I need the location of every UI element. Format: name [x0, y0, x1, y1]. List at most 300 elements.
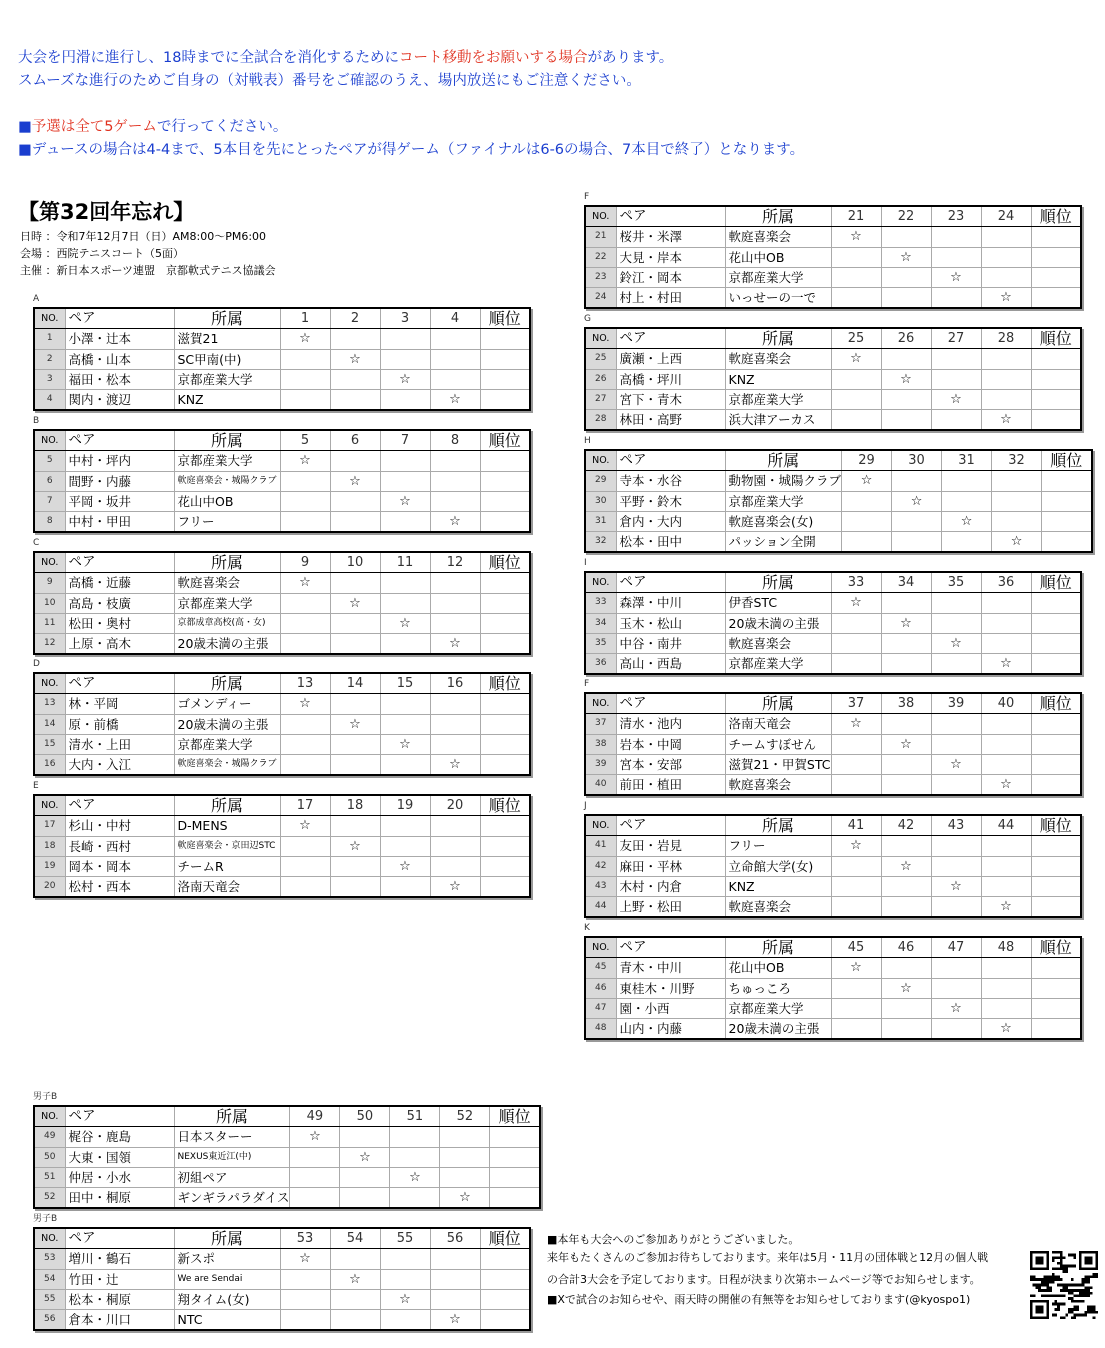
- row-pair: 鈴江・岡本: [616, 267, 725, 287]
- row-rank: [480, 573, 530, 593]
- row-no: 56: [34, 1310, 65, 1331]
- row-rank: [1031, 267, 1081, 287]
- match-cell: [981, 734, 1031, 754]
- match-cell: [430, 734, 480, 754]
- header-match-number: 24: [981, 206, 1031, 227]
- row-affiliation: 20歳未満の主張: [174, 634, 280, 655]
- match-cell: [981, 633, 1031, 653]
- row-no: 20: [34, 877, 65, 898]
- header-no: NO.: [585, 693, 616, 714]
- match-cell: [942, 471, 992, 491]
- header-rank: 順位: [480, 1228, 530, 1249]
- row-no: 45: [585, 958, 616, 978]
- row-pair: 梶谷・鹿島: [65, 1127, 174, 1147]
- match-cell: [330, 329, 380, 349]
- row-no: 43: [585, 876, 616, 896]
- qr-code-icon[interactable]: [1030, 1251, 1098, 1319]
- match-cell: [280, 714, 330, 734]
- match-cell: [831, 369, 881, 389]
- match-cell: [430, 349, 480, 369]
- row-rank: [480, 816, 530, 836]
- match-cell: [931, 1019, 981, 1040]
- row-affiliation: 洛南天竜会: [174, 877, 280, 898]
- row-rank: [490, 1127, 540, 1147]
- self-match-star: ☆: [380, 734, 430, 754]
- row-affiliation: いっせーの一で: [725, 288, 831, 309]
- match-cell: [330, 613, 380, 633]
- row-rank: [1031, 593, 1081, 613]
- group-label: K: [584, 923, 590, 933]
- row-no: 3: [34, 369, 65, 389]
- row-affiliation: 京都産業大学: [174, 593, 280, 613]
- match-cell: [330, 755, 380, 776]
- table-row: [585, 654, 1081, 675]
- row-affiliation: 20歳未満の主張: [174, 714, 280, 734]
- self-match-star: ☆: [931, 998, 981, 1018]
- table-row: [585, 958, 1081, 978]
- row-pair: 増川・鶴石: [65, 1249, 174, 1269]
- row-pair: 中村・坪内: [65, 451, 174, 471]
- table-row: [585, 876, 1081, 896]
- group-block: [584, 436, 1093, 553]
- header-match-number: 13: [280, 673, 330, 694]
- header-match-number: 32: [992, 450, 1042, 471]
- match-cell: [330, 573, 380, 593]
- table-row: [34, 1127, 540, 1147]
- group-block: [33, 781, 531, 898]
- table-header-row: [585, 937, 1081, 958]
- notice-line-2: スムーズな進行のためご自身の（対戦表）番号をご確認のうえ、場内放送にもご注意ください。: [18, 73, 641, 89]
- header-pair: ペア: [65, 552, 174, 573]
- self-match-star: ☆: [931, 389, 981, 409]
- row-no: 12: [34, 634, 65, 655]
- match-cell: [931, 897, 981, 918]
- row-no: 31: [585, 511, 616, 531]
- row-rank: [480, 491, 530, 511]
- table-row: [34, 451, 530, 471]
- row-affiliation: 京都産業大学: [725, 654, 831, 675]
- row-affiliation: 京都産業大学: [725, 998, 831, 1018]
- table-header-row: [585, 572, 1081, 593]
- header-match-number: 5: [280, 430, 330, 451]
- header-rank: 順位: [1031, 693, 1081, 714]
- match-cell: [380, 877, 430, 898]
- row-pair: 玉木・松山: [616, 613, 725, 633]
- match-cell: [931, 410, 981, 431]
- header-rank: 順位: [1031, 937, 1081, 958]
- header-match-number: 23: [931, 206, 981, 227]
- match-cell: [430, 1289, 480, 1309]
- row-no: 36: [585, 654, 616, 675]
- table-row: [585, 998, 1081, 1018]
- match-cell: [430, 471, 480, 491]
- self-match-star: ☆: [380, 613, 430, 633]
- row-pair: 上原・高木: [65, 634, 174, 655]
- row-no: 19: [34, 856, 65, 876]
- row-affiliation: 軟庭喜楽会: [725, 775, 831, 796]
- header-no: NO.: [34, 308, 65, 329]
- self-match-star: ☆: [280, 816, 330, 836]
- row-pair: 仲居・小水: [65, 1167, 174, 1187]
- match-cell: [892, 532, 942, 553]
- match-cell: [881, 775, 931, 796]
- header-match-number: 11: [380, 552, 430, 573]
- match-cell: [881, 1019, 931, 1040]
- header-affiliation: 所属: [174, 552, 280, 573]
- self-match-star: ☆: [831, 593, 881, 613]
- self-match-star: ☆: [881, 247, 931, 267]
- notice-line-4: ■デュースの場合は4-4まで、5本目を先にとったペアが得ゲーム（ファイナルは6-6の場合、7本目で終了）となります。: [18, 142, 805, 158]
- row-pair: 村上・村田: [616, 288, 725, 309]
- match-cell: [831, 1019, 881, 1040]
- match-cell: [390, 1127, 440, 1147]
- table-header-row: [34, 673, 530, 694]
- group-label: I: [584, 558, 587, 568]
- table-row: [585, 532, 1092, 553]
- row-rank: [480, 390, 530, 411]
- group-label: 男子B: [33, 1092, 58, 1102]
- header-no: NO.: [34, 552, 65, 573]
- header-rank: 順位: [1042, 450, 1092, 471]
- row-affiliation: 京都産業大学: [725, 389, 831, 409]
- header-match-number: 17: [280, 795, 330, 816]
- row-pair: 上野・松田: [616, 897, 725, 918]
- match-cell: [280, 755, 330, 776]
- self-match-star: ☆: [931, 267, 981, 287]
- match-cell: [931, 593, 981, 613]
- row-rank: [490, 1167, 540, 1187]
- match-cell: [831, 754, 881, 774]
- header-affiliation: 所属: [725, 815, 831, 836]
- match-cell: [380, 694, 430, 714]
- group-block: [33, 294, 531, 411]
- header-pair: ペア: [616, 450, 725, 471]
- row-no: 9: [34, 573, 65, 593]
- header-no: NO.: [585, 937, 616, 958]
- header-match-number: 41: [831, 815, 881, 836]
- header-no: NO.: [585, 450, 616, 471]
- group-label: 男子B: [33, 1214, 58, 1224]
- header-affiliation: 所属: [725, 206, 831, 227]
- header-rank: 順位: [490, 1106, 540, 1127]
- self-match-star: ☆: [330, 714, 380, 734]
- row-pair: 平岡・坂井: [65, 491, 174, 511]
- row-rank: [480, 755, 530, 776]
- self-match-star: ☆: [992, 532, 1042, 553]
- row-pair: 平野・鈴木: [616, 491, 725, 511]
- match-cell: [881, 897, 931, 918]
- row-no: 38: [585, 734, 616, 754]
- row-pair: 高橋・坪川: [616, 369, 725, 389]
- round-robin-table: [584, 814, 1082, 918]
- header-no: NO.: [585, 572, 616, 593]
- match-cell: [831, 978, 881, 998]
- match-cell: [842, 532, 892, 553]
- header-no: NO.: [585, 206, 616, 227]
- row-no: 27: [585, 389, 616, 409]
- row-affiliation: 日本スターー: [174, 1127, 290, 1147]
- table-header-row: [585, 815, 1081, 836]
- match-cell: [280, 856, 330, 876]
- round-robin-table: [584, 692, 1082, 796]
- table-row: [34, 734, 530, 754]
- match-cell: [340, 1188, 390, 1209]
- header-rank: 順位: [1031, 206, 1081, 227]
- self-match-star: ☆: [280, 1249, 330, 1269]
- row-rank: [1031, 897, 1081, 918]
- header-match-number: 8: [430, 430, 480, 451]
- table-row: [34, 1289, 530, 1309]
- row-affiliation: 花山中OB: [725, 958, 831, 978]
- header-match-number: 51: [390, 1106, 440, 1127]
- group-block: [33, 538, 531, 655]
- table-row: [585, 714, 1081, 734]
- table-header-row: [34, 552, 530, 573]
- match-cell: [440, 1167, 490, 1187]
- header-affiliation: 所属: [725, 450, 842, 471]
- self-match-star: ☆: [981, 775, 1031, 796]
- table-row: [585, 288, 1081, 309]
- self-match-star: ☆: [881, 856, 931, 876]
- row-pair: 松本・田中: [616, 532, 725, 553]
- self-match-star: ☆: [931, 754, 981, 774]
- row-pair: 林・平岡: [65, 694, 174, 714]
- match-cell: [831, 998, 881, 1018]
- header-match-number: 26: [881, 328, 931, 349]
- match-cell: [430, 694, 480, 714]
- row-pair: 青木・中川: [616, 958, 725, 978]
- match-cell: [280, 349, 330, 369]
- header-match-number: 34: [881, 572, 931, 593]
- row-rank: [480, 451, 530, 471]
- table-row: [34, 573, 530, 593]
- match-cell: [330, 634, 380, 655]
- match-cell: [981, 978, 1031, 998]
- self-match-star: ☆: [981, 897, 1031, 918]
- row-pair: 東桂木・川野: [616, 978, 725, 998]
- match-cell: [931, 978, 981, 998]
- match-cell: [881, 227, 931, 247]
- row-pair: 中村・甲田: [65, 512, 174, 533]
- row-affiliation: 軟庭喜楽会: [725, 227, 831, 247]
- match-cell: [931, 836, 981, 856]
- self-match-star: ☆: [440, 1188, 490, 1209]
- row-affiliation: 京都産業大学: [725, 491, 842, 511]
- match-cell: [881, 389, 931, 409]
- row-rank: [1042, 511, 1092, 531]
- match-cell: [330, 1289, 380, 1309]
- table-row: [585, 410, 1081, 431]
- header-match-number: 27: [931, 328, 981, 349]
- self-match-star: ☆: [330, 349, 380, 369]
- row-rank: [1031, 978, 1081, 998]
- match-cell: [430, 451, 480, 471]
- row-pair: 高橋・近藤: [65, 573, 174, 593]
- row-affiliation: D-MENS: [174, 816, 280, 836]
- row-no: 22: [585, 247, 616, 267]
- match-cell: [881, 633, 931, 653]
- self-match-star: ☆: [981, 1019, 1031, 1040]
- row-affiliation: 新スポ: [174, 1249, 280, 1269]
- header-match-number: 16: [430, 673, 480, 694]
- match-cell: [280, 390, 330, 411]
- match-cell: [881, 876, 931, 896]
- table-row: [585, 856, 1081, 876]
- row-no: 18: [34, 836, 65, 856]
- self-match-star: ☆: [942, 511, 992, 531]
- row-no: 26: [585, 369, 616, 389]
- group-block: [584, 923, 1082, 1040]
- header-match-number: 42: [881, 815, 931, 836]
- group-block: [33, 1092, 541, 1209]
- self-match-star: ☆: [390, 1167, 440, 1187]
- row-rank: [1031, 613, 1081, 633]
- header-match-number: 47: [931, 937, 981, 958]
- event-title: 【第32回年忘れ】: [18, 200, 195, 224]
- match-cell: [831, 775, 881, 796]
- row-affiliation: 伊香STC: [725, 593, 831, 613]
- match-cell: [992, 471, 1042, 491]
- table-header-row: [585, 328, 1081, 349]
- row-pair: 中谷・南井: [616, 633, 725, 653]
- table-row: [34, 512, 530, 533]
- row-no: 21: [585, 227, 616, 247]
- header-match-number: 36: [981, 572, 1031, 593]
- event-venue: 会場 ：西院テニスコート（5面）: [20, 247, 185, 260]
- header-rank: 順位: [1031, 328, 1081, 349]
- match-cell: [440, 1127, 490, 1147]
- match-cell: [280, 1269, 330, 1289]
- table-row: [34, 1167, 540, 1187]
- match-cell: [380, 1249, 430, 1269]
- self-match-star: ☆: [881, 978, 931, 998]
- row-rank: [1031, 389, 1081, 409]
- row-pair: 清水・上田: [65, 734, 174, 754]
- table-row: [585, 491, 1092, 511]
- table-row: [585, 267, 1081, 287]
- self-match-star: ☆: [380, 1289, 430, 1309]
- match-cell: [330, 1249, 380, 1269]
- match-cell: [831, 389, 881, 409]
- header-affiliation: 所属: [174, 1228, 280, 1249]
- match-cell: [931, 227, 981, 247]
- row-affiliation: 京都産業大学: [174, 451, 280, 471]
- row-pair: 関内・渡辺: [65, 390, 174, 411]
- header-match-number: 7: [380, 430, 430, 451]
- match-cell: [831, 654, 881, 675]
- match-cell: [931, 369, 981, 389]
- header-no: NO.: [585, 815, 616, 836]
- row-rank: [1031, 633, 1081, 653]
- row-affiliation: チームR: [174, 856, 280, 876]
- row-rank: [1031, 410, 1081, 431]
- round-robin-table: [33, 672, 531, 776]
- header-match-number: 56: [430, 1228, 480, 1249]
- header-affiliation: 所属: [174, 673, 280, 694]
- row-pair: 友田・岩見: [616, 836, 725, 856]
- row-pair: 長崎・西村: [65, 836, 174, 856]
- row-no: 48: [585, 1019, 616, 1040]
- match-cell: [390, 1188, 440, 1209]
- header-affiliation: 所属: [725, 937, 831, 958]
- row-rank: [480, 1310, 530, 1331]
- match-cell: [831, 897, 881, 918]
- row-no: 11: [34, 613, 65, 633]
- self-match-star: ☆: [340, 1147, 390, 1167]
- match-cell: [831, 613, 881, 633]
- match-cell: [942, 491, 992, 511]
- header-rank: 順位: [1031, 572, 1081, 593]
- row-no: 53: [34, 1249, 65, 1269]
- row-pair: 倉内・大内: [616, 511, 725, 531]
- row-no: 55: [34, 1289, 65, 1309]
- group-label: B: [33, 416, 40, 426]
- row-no: 35: [585, 633, 616, 653]
- row-pair: 松田・奥村: [65, 613, 174, 633]
- header-match-number: 37: [831, 693, 881, 714]
- row-no: 44: [585, 897, 616, 918]
- table-row: [585, 734, 1081, 754]
- self-match-star: ☆: [430, 1310, 480, 1331]
- row-no: 17: [34, 816, 65, 836]
- header-match-number: 28: [981, 328, 1031, 349]
- header-affiliation: 所属: [174, 430, 280, 451]
- self-match-star: ☆: [380, 856, 430, 876]
- header-match-number: 12: [430, 552, 480, 573]
- match-cell: [831, 410, 881, 431]
- header-match-number: 18: [330, 795, 380, 816]
- match-cell: [881, 410, 931, 431]
- match-cell: [981, 593, 1031, 613]
- row-no: 40: [585, 775, 616, 796]
- row-affiliation: 京都成章高校(高・女): [174, 613, 280, 633]
- header-rank: 順位: [480, 430, 530, 451]
- table-row: [34, 1269, 530, 1289]
- match-cell: [931, 856, 981, 876]
- round-robin-table: [33, 429, 531, 533]
- match-cell: [981, 876, 1031, 896]
- match-cell: [981, 227, 1031, 247]
- row-affiliation: 20歳未満の主張: [725, 1019, 831, 1040]
- row-affiliation: ちゅっころ: [725, 978, 831, 998]
- row-pair: 高山・西島: [616, 654, 725, 675]
- match-cell: [831, 856, 881, 876]
- header-match-number: 35: [931, 572, 981, 593]
- row-pair: 宮下・青木: [616, 389, 725, 409]
- row-affiliation: NEXUS東近江(中): [174, 1147, 290, 1167]
- row-no: 33: [585, 593, 616, 613]
- header-rank: 順位: [480, 673, 530, 694]
- match-cell: [290, 1147, 340, 1167]
- header-match-number: 29: [842, 450, 892, 471]
- header-match-number: 14: [330, 673, 380, 694]
- match-cell: [340, 1167, 390, 1187]
- row-no: 2: [34, 349, 65, 369]
- row-no: 32: [585, 532, 616, 553]
- row-no: 8: [34, 512, 65, 533]
- table-row: [34, 390, 530, 411]
- self-match-star: ☆: [380, 491, 430, 511]
- match-cell: [340, 1127, 390, 1147]
- row-no: 13: [34, 694, 65, 714]
- row-affiliation: 浜大津アーカス: [725, 410, 831, 431]
- match-cell: [430, 1249, 480, 1269]
- match-cell: [981, 856, 1031, 876]
- header-pair: ペア: [65, 1106, 174, 1127]
- row-affiliation: ゴメンディー: [174, 694, 280, 714]
- self-match-star: ☆: [380, 369, 430, 389]
- table-header-row: [585, 206, 1081, 227]
